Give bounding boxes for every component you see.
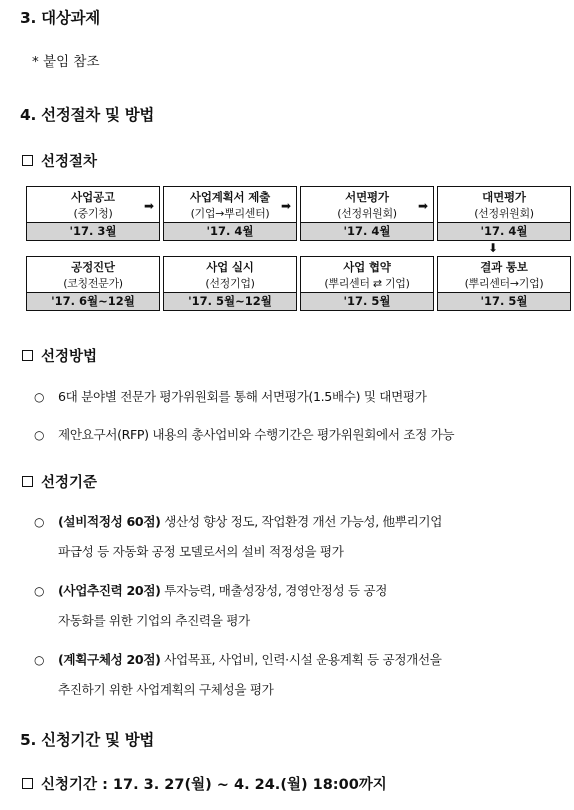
flow-step-1 bbox=[26, 186, 160, 241]
step-name: 사업 협약 bbox=[343, 260, 391, 274]
step-date: '17. 4월 bbox=[438, 222, 570, 240]
method-item-text: 제안요구서(RFP) 내용의 총사업비와 수행기간은 평가위원회에서 조정 가능 bbox=[58, 427, 455, 442]
step-date: '17. 6월~12월 bbox=[27, 292, 159, 310]
criteria-item-3 bbox=[34, 652, 442, 667]
bullet-circle-icon: ○ bbox=[34, 428, 45, 442]
application-period bbox=[22, 773, 387, 794]
flow-step-2 bbox=[163, 186, 297, 241]
section-5-title: 5. 신청기간 및 방법 bbox=[20, 731, 155, 749]
flow-step-4 bbox=[437, 186, 571, 241]
step-agent: (코칭전문가) bbox=[63, 277, 123, 290]
step-date: '17. 3월 bbox=[27, 222, 159, 240]
checkbox-icon bbox=[22, 778, 33, 789]
criteria-heading-text: 선정기준 bbox=[41, 475, 98, 491]
step-name: 사업공고 bbox=[71, 190, 115, 204]
section-3-title: 3. 대상과제 bbox=[20, 9, 100, 27]
arrow-right-icon: ➡ bbox=[418, 199, 429, 213]
criteria-text: 사업목표, 사업비, 인력·시설 운용계획 등 공정개선을 bbox=[160, 652, 442, 667]
flow-step-3 bbox=[300, 186, 434, 241]
step-date: '17. 5월~12월 bbox=[164, 292, 296, 310]
section-4-title: 4. 선정절차 및 방법 bbox=[20, 106, 155, 124]
criteria-label: (설비적정성 60점) bbox=[58, 514, 161, 529]
step-date: '17. 5월 bbox=[438, 292, 570, 310]
criteria-label: (사업추진력 20점) bbox=[58, 583, 161, 598]
checkbox-icon bbox=[22, 155, 33, 166]
step-agent: (뿌리센터 ⇄ 기업) bbox=[324, 277, 410, 290]
attachment-note: * 붙임 참조 bbox=[32, 54, 100, 70]
step-agent: (선정기업) bbox=[205, 277, 255, 290]
criteria-text: 생산성 향상 정도, 작업환경 개선 가능성, 他뿌리기업 bbox=[160, 514, 443, 529]
procedure-heading-text: 선정절차 bbox=[41, 154, 98, 170]
method-item-text: 6대 분야별 전문가 평가위원회를 통해 서면평가(1.5배수) 및 대면평가 bbox=[58, 389, 427, 404]
step-agent: (선정위원회) bbox=[474, 207, 534, 220]
step-name: 대면평가 bbox=[482, 190, 526, 204]
checkbox-icon bbox=[22, 476, 33, 487]
step-name: 사업계획서 제출 bbox=[189, 190, 271, 204]
step-name: 사업 실시 bbox=[206, 260, 254, 274]
step-date: '17. 5월 bbox=[301, 292, 433, 310]
step-date: '17. 4월 bbox=[164, 222, 296, 240]
step-agent: (중기청) bbox=[73, 207, 113, 220]
method-heading bbox=[22, 345, 97, 366]
flow-step-8 bbox=[26, 256, 160, 311]
step-agent: (선정위원회) bbox=[337, 207, 397, 220]
step-name: 결과 통보 bbox=[480, 260, 528, 274]
bullet-circle-icon: ○ bbox=[34, 515, 45, 529]
arrow-right-icon: ➡ bbox=[281, 199, 292, 213]
step-agent: (기업→뿌리센터) bbox=[190, 207, 270, 220]
flow-step-5 bbox=[437, 256, 571, 311]
step-name: 서면평가 bbox=[345, 190, 389, 204]
arrow-right-icon: ➡ bbox=[144, 199, 155, 213]
checkbox-icon bbox=[22, 350, 33, 361]
method-item-1 bbox=[34, 389, 427, 404]
flow-step-6 bbox=[300, 256, 434, 311]
criteria-item-2-cont: 자동화를 위한 기업의 추진력을 평가 bbox=[58, 613, 250, 628]
bullet-circle-icon: ○ bbox=[34, 653, 45, 667]
criteria-item-2 bbox=[34, 583, 388, 598]
application-period-text: 신청기간 : 17. 3. 27(월) ~ 4. 24.(월) 18:00까지 bbox=[41, 777, 387, 793]
arrow-down-icon: ⬇ bbox=[488, 241, 499, 255]
method-heading-text: 선정방법 bbox=[41, 349, 98, 365]
flow-step-7 bbox=[163, 256, 297, 311]
criteria-label: (계획구체성 20점) bbox=[58, 652, 161, 667]
criteria-item-1-cont: 파급성 등 자동화 공정 모델로서의 설비 적정성을 평가 bbox=[58, 544, 344, 559]
step-name: 공정진단 bbox=[71, 260, 115, 274]
criteria-text: 투자능력, 매출성장성, 경영안정성 등 공정 bbox=[160, 583, 388, 598]
bullet-circle-icon: ○ bbox=[34, 390, 45, 404]
criteria-heading bbox=[22, 471, 97, 492]
step-date: '17. 4월 bbox=[301, 222, 433, 240]
criteria-item-1 bbox=[34, 514, 443, 529]
method-item-2 bbox=[34, 427, 455, 442]
criteria-item-3-cont: 추진하기 위한 사업계획의 구체성을 평가 bbox=[58, 682, 274, 697]
procedure-heading bbox=[22, 150, 97, 171]
bullet-circle-icon: ○ bbox=[34, 584, 45, 598]
step-agent: (뿌리센터→기업) bbox=[464, 277, 544, 290]
